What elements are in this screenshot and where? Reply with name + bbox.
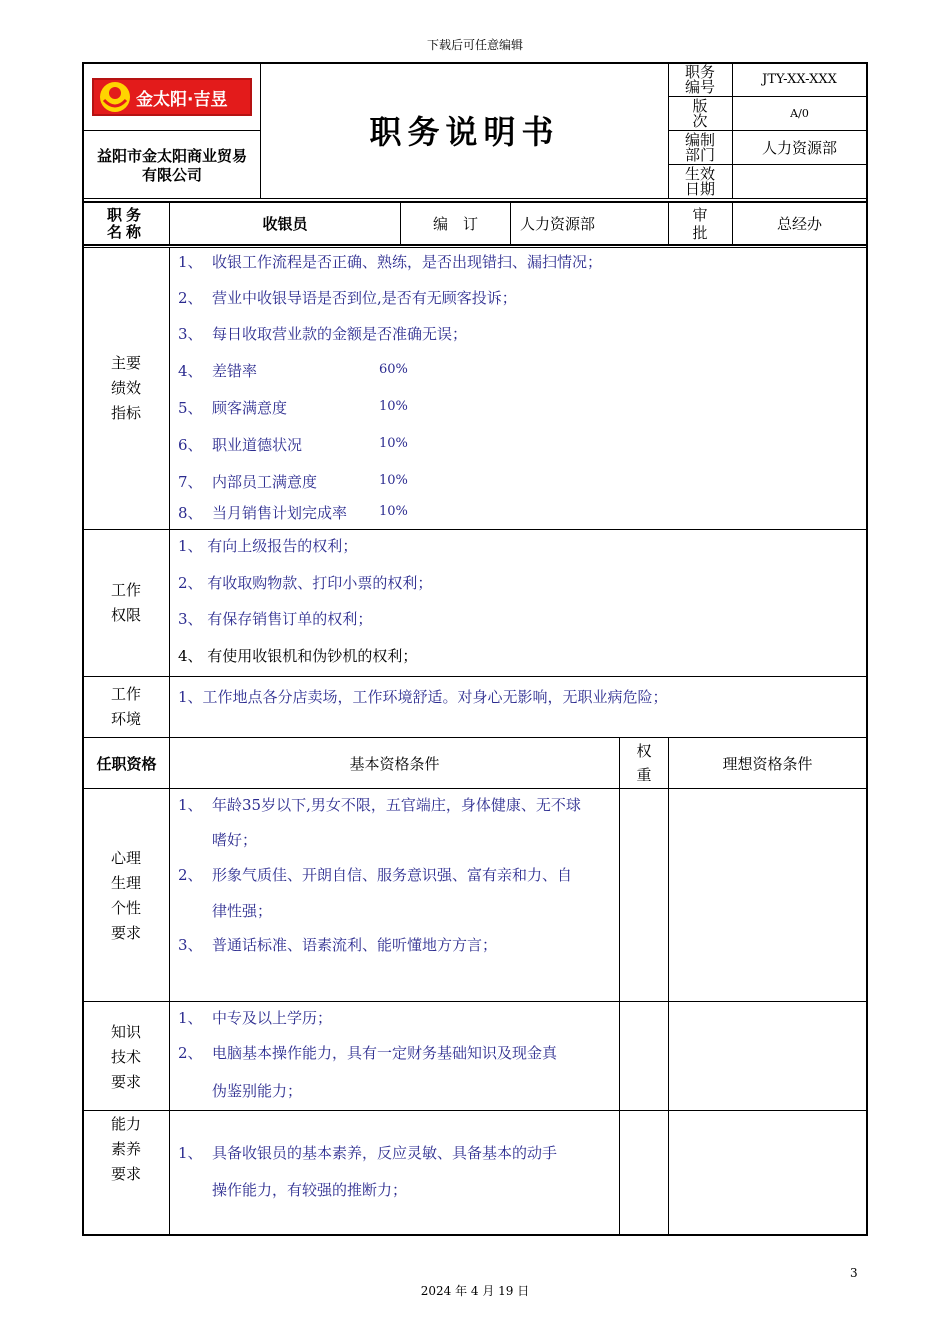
list-item [178,1142,557,1163]
ideal-conditions-header: 理想资格条件 [722,754,813,773]
edit-label: 编 订 [432,215,478,233]
list-item-number: 3、 [178,325,203,343]
environment-label: 工作环境 [110,685,141,728]
logo-text: 金太阳·吉昱 [136,89,228,110]
list-item [178,397,287,418]
job-name-label: 职务名称 [106,205,145,241]
dept-value: 人力资源部 [761,139,837,157]
list-item-text: 电脑基本操作能力，具有一定财务基础知识及现金真 [212,1044,558,1062]
kpi-weight: 10% [379,473,408,488]
header-note: 下载后可任意编辑 [426,38,523,52]
page-number: 3 [850,1266,858,1280]
effective-date-label: 生效日期 [684,164,715,198]
list-item [178,471,317,492]
authority-item: 2、 有收取购物款、打印小票的权利； [178,574,433,592]
list-item-number: 2、 [178,289,203,307]
list-item [178,287,517,308]
list-item [178,1179,407,1200]
list-item [178,323,467,344]
list-item [178,900,272,921]
effective-date-value [733,165,866,198]
kpi-label: 主要绩效指标 [110,353,141,422]
list-item-text: 中专及以上学历； [212,1009,333,1027]
document-title: 职务说明书 [369,113,560,151]
kpi-weight: 10% [379,399,408,414]
authority-item: 3、 有保存销售订单的权利； [178,610,373,628]
version-label: 版次 [692,96,708,130]
code-value: JTY-XX-XXX [762,72,837,87]
list-item [178,794,581,815]
approve-label: 审批 [692,205,708,242]
company-name: 益阳市金太阳商业贸易有限公司 [96,147,247,184]
kpi-weight: 10% [379,436,408,451]
list-item-number: 5、 [178,399,203,417]
list-item-text: 操作能力，有较强的推断力； [212,1181,408,1199]
authority-item: 4、 有使用收银机和伪钞机的权利； [178,647,418,665]
version-value: A/0 [790,107,809,120]
list-item-number: 2、 [178,1044,203,1062]
edit-value: 人力资源部 [520,215,596,233]
basic-conditions-header: 基本资格条件 [349,754,440,773]
kpi-weight: 10% [379,504,408,519]
list-item-text: 普通话标准、语素流利、能听懂地方方言； [212,936,498,954]
list-item-text: 差错率 [212,362,258,380]
list-item-text: 形象气质佳、开朗自信、服务意识强、富有亲和力、自 [212,866,573,884]
list-item-number: 1、 [178,1144,203,1162]
authority-item: 1、 有向上级报告的权利； [178,537,358,555]
approve-value: 总经办 [776,215,822,233]
list-item [178,864,572,885]
knowledge-label: 知识技术要求 [110,1022,141,1091]
code-label: 职务编号 [684,62,715,96]
list-item-number: 7、 [178,473,203,491]
list-item [178,434,302,455]
list-item-number: 6、 [178,436,203,454]
list-item-number: 2、 [178,866,203,884]
list-item-text: 顾客满意度 [212,399,288,417]
dept-label: 编制部门 [684,130,715,164]
list-item-number: 3、 [178,936,203,954]
authority-label: 工作权限 [110,581,141,624]
sun-logo-icon [98,80,132,114]
list-item-text: 内部员工满意度 [212,473,318,491]
list-item [178,251,602,272]
list-item [178,934,497,955]
ability-label: 能力素养要求 [110,1114,141,1183]
list-item [178,1080,302,1101]
list-item-number: 1、 [178,796,203,814]
list-item-number: 8、 [178,504,203,522]
list-item [178,1042,557,1063]
list-item-text: 当月销售计划完成率 [212,504,348,522]
list-item-text: 营业中收银导语是否到位,是否有无顾客投诉； [212,289,517,307]
list-item-text: 每日收取营业款的金额是否准确无误； [212,325,468,343]
list-item [178,360,257,381]
list-item-number: 1、 [178,253,203,271]
psych-label: 心理生理个性要求 [110,849,141,942]
list-item-text: 具备收银员的基本素养，反应灵敏、具备基本的动手 [212,1144,558,1162]
list-item [178,1007,332,1028]
job-name-value: 收银员 [262,215,308,233]
footer-date: 2024 年 4 月 19 日 [420,1284,530,1298]
list-item-number: 1、 [178,1009,203,1027]
list-item [178,502,347,523]
list-item-number: 4、 [178,362,203,380]
weight-header: 权重 [636,742,652,784]
qualification-label: 任职资格 [96,754,157,773]
environment-text: 1、工作地点各分店卖场，工作环境舒适。对身心无影响，无职业病危险； [178,688,668,706]
list-item-text: 职业道德状况 [212,436,303,454]
list-item-text: 律性强； [212,902,273,920]
list-item-text: 年龄35岁以下,男女不限，五官端庄，身体健康、无不球 [212,796,581,814]
list-item-text: 嗜好； [212,831,258,849]
kpi-weight: 60% [379,362,408,377]
company-logo [92,78,252,116]
list-item [178,829,257,850]
list-item-text: 伪鉴别能力； [212,1082,303,1100]
list-item-text: 收银工作流程是否正确、熟练，是否出现错扫、漏扫情况； [212,253,603,271]
